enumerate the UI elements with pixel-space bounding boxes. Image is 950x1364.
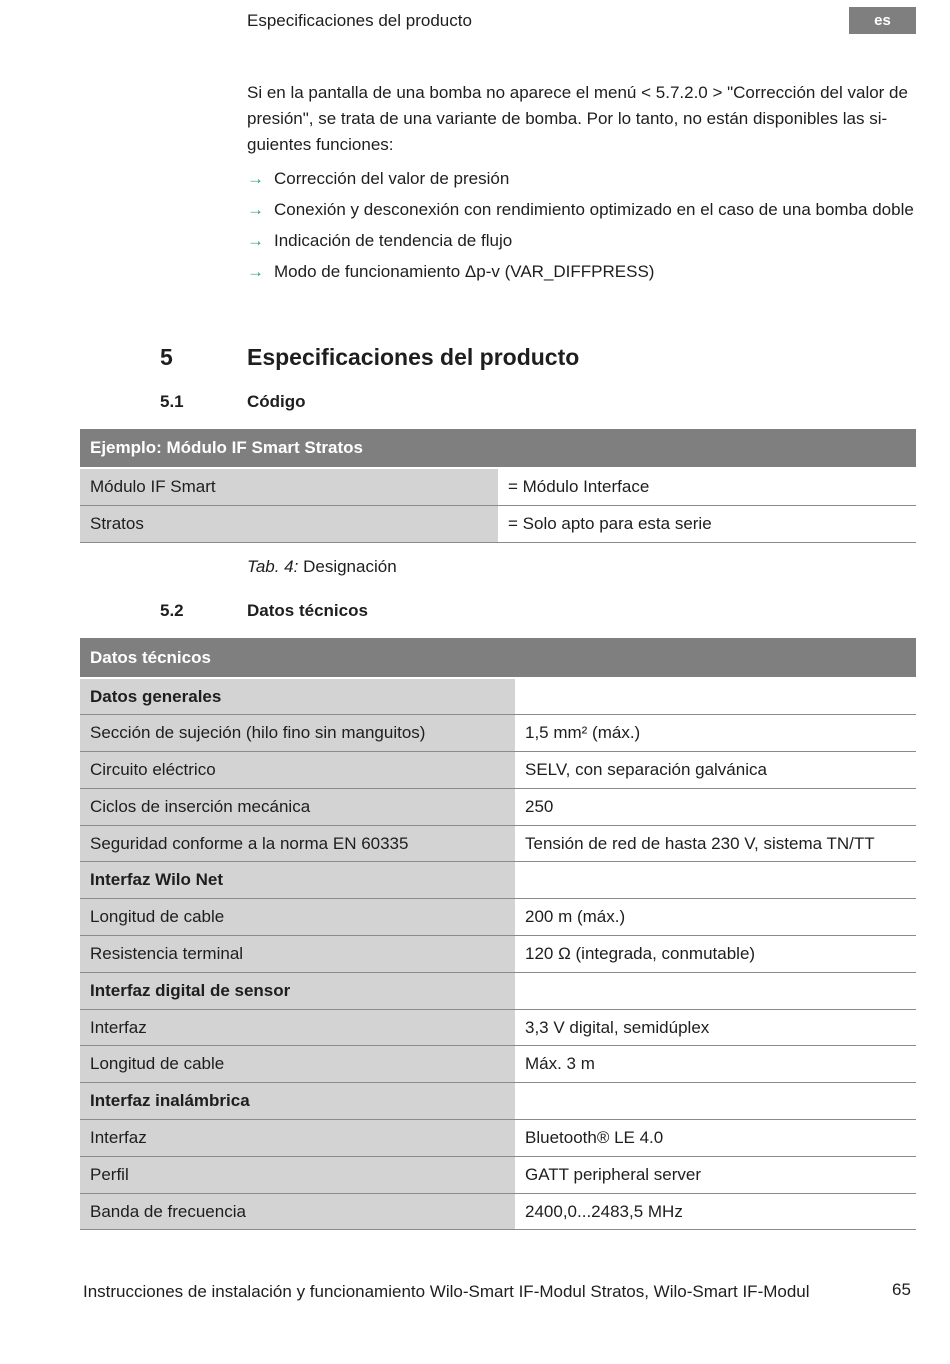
table-value: = Solo apto para esta serie [498,505,916,542]
table-section-label: Interfaz inalámbrica [80,1083,515,1120]
subsection-number: 5.2 [160,601,184,620]
table-section-row [80,862,916,899]
table-header: Datos técnicos [80,638,916,678]
table-value: GATT peripheral server [515,1156,916,1193]
table-row [80,825,916,862]
table-key: Longitud de cable [80,899,515,936]
table-key: Banda de frecuencia [80,1193,515,1230]
table-value: = Módulo Interface [498,468,916,505]
list-item [247,228,917,254]
arrow-right-icon: → [247,200,264,219]
table-row [80,1193,916,1230]
table-section-row [80,678,916,715]
table-row [80,936,916,973]
subsection-number: 5.1 [160,392,184,411]
table-value [515,1083,916,1120]
section-number: 5 [160,344,173,370]
arrow-right-icon: → [247,262,264,281]
table-row [80,788,916,825]
arrow-right-icon: → [247,169,264,188]
intro-paragraph: Si en la pantalla de una bomba no aparece el menú < 5.7.2.0 > "Corrección del valor de presión", se trata de una variante de bomba. Por lo tanto, no están disponibles las si-guientes funciones: [247,83,908,154]
table-row [80,715,916,752]
table-key: Seguridad conforme a la norma EN 60335 [80,825,515,862]
table-row [80,1120,916,1157]
table-value: 2400,0...2483,5 MHz [515,1193,916,1230]
table-value: Máx. 3 m [515,1046,916,1083]
list-item [247,197,917,223]
table-value: Tensión de red de hasta 230 V, sistema TN/TT [515,825,916,862]
footer-text: Instrucciones de instalación y funcionamiento Wilo-Smart IF-Modul Stratos, Wilo-Smart IF-Modul [83,1282,810,1301]
table-key: Sección de sujeción (hilo fino sin manguitos) [80,715,515,752]
language-badge: es [849,7,916,34]
table-row [80,1156,916,1193]
table-value [515,678,916,715]
caption-text: Designación [303,557,397,576]
table-header: Ejemplo: Módulo IF Smart Stratos [80,429,916,468]
running-header-title: Especificaciones del producto [247,11,472,30]
table-key: Perfil [80,1156,515,1193]
feature-list [247,166,917,290]
table-value [515,972,916,1009]
table-row [80,468,916,505]
table-section-label: Interfaz digital de sensor [80,972,515,1009]
table-key: Módulo IF Smart [80,468,498,505]
table-value [515,862,916,899]
table-key: Interfaz [80,1120,515,1157]
table-value: SELV, con separación galvánica [515,752,916,789]
table-row [80,505,916,542]
table-row [80,752,916,789]
table-key: Resistencia terminal [80,936,515,973]
table-value: 1,5 mm² (máx.) [515,715,916,752]
table-row [80,1009,916,1046]
list-item-text: Modo de funcionamiento Δp-v (VAR_DIFFPRESS) [274,262,655,281]
table-value: 200 m (máx.) [515,899,916,936]
list-item-text: Conexión y desconexión con rendimiento optimizado en el caso de una bomba doble [274,200,914,219]
section-title: Especificaciones del producto [247,344,580,370]
table-key: Ciclos de inserción mecánica [80,788,515,825]
table-key: Stratos [80,505,498,542]
table-value: 250 [515,788,916,825]
table-caption [247,557,397,577]
table-row [80,1046,916,1083]
subsection-title: Código [247,392,306,411]
technical-data-table [80,638,916,1230]
table-value: Bluetooth® LE 4.0 [515,1120,916,1157]
list-item-text: Corrección del valor de presión [274,169,510,188]
designation-table [80,429,916,543]
table-key: Interfaz [80,1009,515,1046]
table-section-label: Interfaz Wilo Net [80,862,515,899]
table-row [80,899,916,936]
page-number: 65 [892,1280,911,1299]
table-key: Longitud de cable [80,1046,515,1083]
table-section-row [80,972,916,1009]
arrow-right-icon: → [247,231,264,250]
subsection-title: Datos técnicos [247,601,368,620]
table-value: 120 Ω (integrada, conmutable) [515,936,916,973]
list-item [247,166,917,192]
table-key: Circuito eléctrico [80,752,515,789]
table-section-label: Datos generales [80,678,515,715]
caption-label: Tab. 4: [247,557,299,576]
list-item [247,259,917,285]
table-value: 3,3 V digital, semidúplex [515,1009,916,1046]
list-item-text: Indicación de tendencia de flujo [274,231,513,250]
table-section-row [80,1083,916,1120]
